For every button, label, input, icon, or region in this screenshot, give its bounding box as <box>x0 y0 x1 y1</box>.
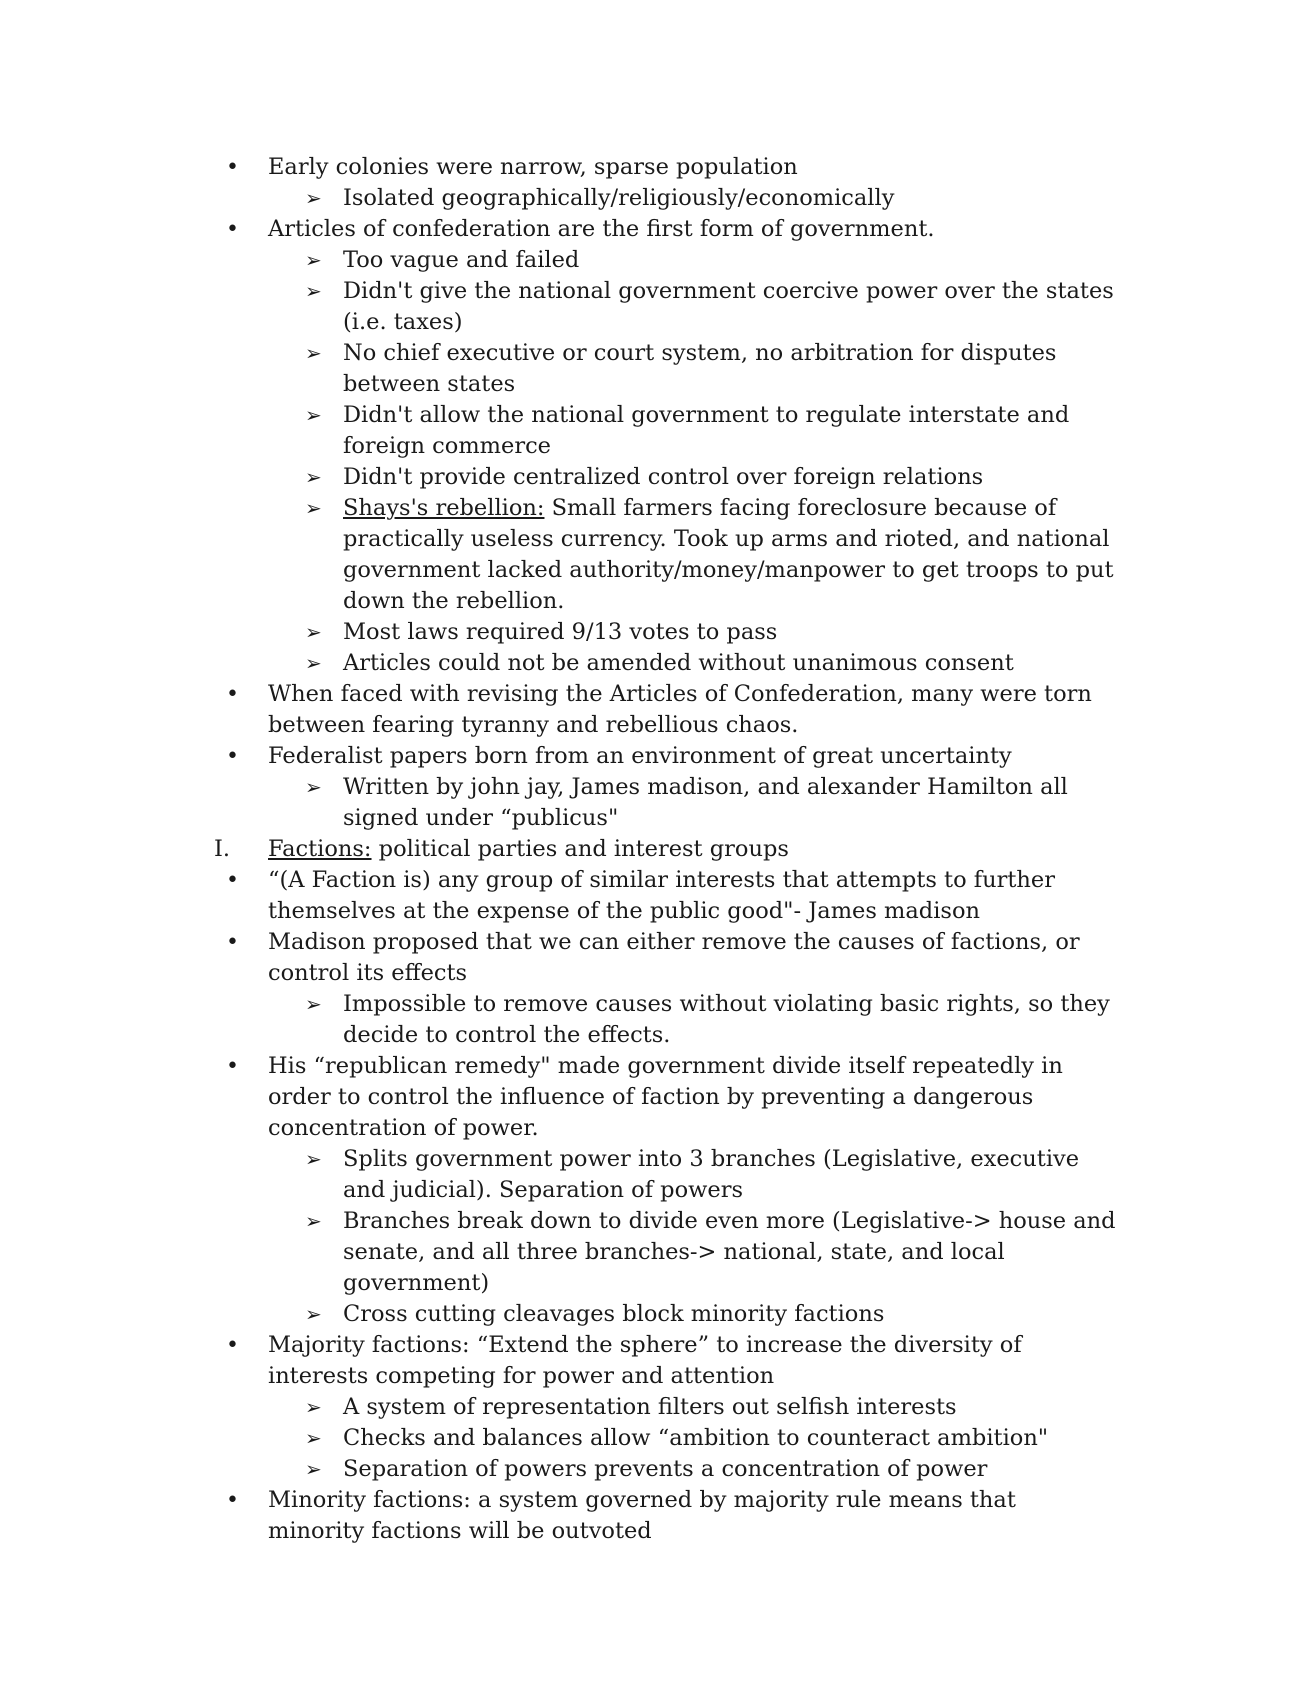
bullet-marker-icon: • <box>226 930 239 955</box>
sub-bullet-item <box>0 1144 1306 1206</box>
arrow-bullet-icon: ➢ <box>305 248 322 272</box>
item-text <box>268 1485 1118 1547</box>
arrow-bullet-icon: ➢ <box>305 496 322 520</box>
item-body-text: His “republican remedy" made government divide itself repeatedly in order to control the influence of faction by preventing a dangerous concentration of power. <box>268 1053 1063 1141</box>
item-text <box>268 1051 1118 1144</box>
item-text <box>343 400 1118 462</box>
item-text <box>343 1392 1118 1423</box>
arrow-bullet-icon: ➢ <box>305 186 322 210</box>
bullet-marker-icon: • <box>226 868 239 893</box>
sub-bullet-item <box>0 183 1306 214</box>
sub-bullet-item <box>0 1423 1306 1454</box>
bullet-marker-icon: • <box>226 217 239 242</box>
arrow-bullet-icon: ➢ <box>305 1395 322 1419</box>
sub-bullet-item <box>0 772 1306 834</box>
item-body-text: Didn't allow the national government to regulate interstate and foreign commerce <box>343 402 1070 459</box>
bullet-item <box>0 927 1306 989</box>
bullet-marker-icon: • <box>226 682 239 707</box>
item-body-text: Separation of powers prevents a concentration of power <box>343 1456 988 1482</box>
bullet-marker-icon: • <box>226 744 239 769</box>
sub-bullet-item <box>0 1392 1306 1423</box>
bullet-item <box>0 1485 1306 1547</box>
bullet-item <box>0 741 1306 772</box>
arrow-bullet-icon: ➢ <box>305 775 322 799</box>
item-text <box>268 834 1118 865</box>
item-body-text: Impossible to remove causes without violating basic rights, so they decide to control the effects. <box>343 991 1110 1048</box>
item-text <box>268 1330 1118 1392</box>
item-body-text: Isolated geographically/religiously/economically <box>343 185 895 211</box>
item-body-text: Too vague and failed <box>343 247 580 273</box>
sub-bullet-item <box>0 338 1306 400</box>
sub-bullet-item <box>0 617 1306 648</box>
arrow-bullet-icon: ➢ <box>305 620 322 644</box>
sub-bullet-item <box>0 1206 1306 1299</box>
item-body-text: Branches break down to divide even more (Legislative-> house and senate, and all three branches-> national, state, and local government) <box>343 1208 1116 1296</box>
item-body-text: Small farmers facing foreclosure because of practically useless currency. Took up arms and rioted, and national government lacked authority/money/manpower to get troops to put down the rebellion. <box>343 495 1114 614</box>
item-body-text: Articles could not be amended without unanimous consent <box>343 650 1014 676</box>
item-text <box>343 1423 1118 1454</box>
item-text <box>268 865 1118 927</box>
section-numeral: I. <box>214 836 231 862</box>
item-text <box>343 493 1118 617</box>
item-text <box>343 1299 1118 1330</box>
bullet-item <box>0 152 1306 183</box>
sub-bullet-item <box>0 400 1306 462</box>
arrow-bullet-icon: ➢ <box>305 1147 322 1171</box>
item-text <box>268 927 1118 989</box>
item-text <box>343 276 1118 338</box>
arrow-bullet-icon: ➢ <box>305 1209 322 1233</box>
item-body-text: Cross cutting cleavages block minority factions <box>343 1301 885 1327</box>
bullet-item <box>0 214 1306 245</box>
arrow-bullet-icon: ➢ <box>305 341 322 365</box>
sub-bullet-item <box>0 245 1306 276</box>
item-text <box>343 648 1118 679</box>
item-text <box>268 741 1118 772</box>
item-body-text: When faced with revising the Articles of Confederation, many were torn between fearing tyranny and rebellious chaos. <box>268 681 1092 738</box>
arrow-bullet-icon: ➢ <box>305 651 322 675</box>
bullet-marker-icon: • <box>226 1488 239 1513</box>
item-body-text: Federalist papers born from an environment of great uncertainty <box>268 743 1012 769</box>
underlined-term: Factions: <box>268 836 372 862</box>
item-body-text: Most laws required 9/13 votes to pass <box>343 619 778 645</box>
arrow-bullet-icon: ➢ <box>305 1457 322 1481</box>
item-text <box>343 462 1118 493</box>
item-text <box>343 1206 1118 1299</box>
sub-bullet-item <box>0 989 1306 1051</box>
item-text <box>343 617 1118 648</box>
item-body-text: Didn't provide centralized control over foreign relations <box>343 464 984 490</box>
item-body-text: Early colonies were narrow, sparse population <box>268 154 798 180</box>
section-heading <box>0 834 1306 865</box>
bullet-item <box>0 1330 1306 1392</box>
item-text <box>343 989 1118 1051</box>
bullet-marker-icon: • <box>226 155 239 180</box>
item-body-text: Splits government power into 3 branches (Legislative, executive and judicial). Separation of powers <box>343 1146 1080 1203</box>
item-text <box>343 338 1118 400</box>
sub-bullet-item <box>0 493 1306 617</box>
item-body-text: Articles of confederation are the first form of government. <box>268 216 935 242</box>
item-text <box>343 183 1118 214</box>
item-body-text: Didn't give the national government coercive power over the states (i.e. taxes) <box>343 278 1114 335</box>
arrow-bullet-icon: ➢ <box>305 465 322 489</box>
arrow-bullet-icon: ➢ <box>305 403 322 427</box>
item-text <box>268 152 1118 183</box>
bullet-marker-icon: • <box>226 1333 239 1358</box>
arrow-bullet-icon: ➢ <box>305 1426 322 1450</box>
item-body-text: “(A Faction is) any group of similar interests that attempts to further themselves at the expense of the public good"- James madison <box>268 867 1055 924</box>
item-body-text: Checks and balances allow “ambition to counteract ambition" <box>343 1425 1049 1451</box>
sub-bullet-item <box>0 648 1306 679</box>
item-body-text: No chief executive or court system, no arbitration for disputes between states <box>343 340 1057 397</box>
item-body-text: political parties and interest groups <box>371 836 789 862</box>
arrow-bullet-icon: ➢ <box>305 279 322 303</box>
item-body-text: Majority factions: “Extend the sphere” to increase the diversity of interests competing for power and attention <box>268 1332 1022 1389</box>
notes-outline <box>0 152 1306 1547</box>
sub-bullet-item <box>0 1454 1306 1485</box>
bullet-item <box>0 1051 1306 1144</box>
item-text <box>343 1144 1118 1206</box>
bullet-item <box>0 865 1306 927</box>
underlined-term: Shays's rebellion: <box>343 495 545 521</box>
item-body-text: Madison proposed that we can either remove the causes of factions, or control its effects <box>268 929 1080 986</box>
item-body-text: Minority factions: a system governed by majority rule means that minority factions will be outvoted <box>268 1487 1016 1544</box>
item-body-text: A system of representation filters out selfish interests <box>343 1394 957 1420</box>
item-text <box>268 679 1118 741</box>
bullet-marker-icon: • <box>226 1054 239 1079</box>
sub-bullet-item <box>0 1299 1306 1330</box>
item-body-text: Written by john jay, James madison, and alexander Hamilton all signed under “publicus" <box>343 774 1068 831</box>
arrow-bullet-icon: ➢ <box>305 1302 322 1326</box>
arrow-bullet-icon: ➢ <box>305 992 322 1016</box>
item-text <box>343 1454 1118 1485</box>
item-text <box>343 245 1118 276</box>
bullet-item <box>0 679 1306 741</box>
item-text <box>268 214 1118 245</box>
sub-bullet-item <box>0 462 1306 493</box>
item-text <box>343 772 1118 834</box>
sub-bullet-item <box>0 276 1306 338</box>
